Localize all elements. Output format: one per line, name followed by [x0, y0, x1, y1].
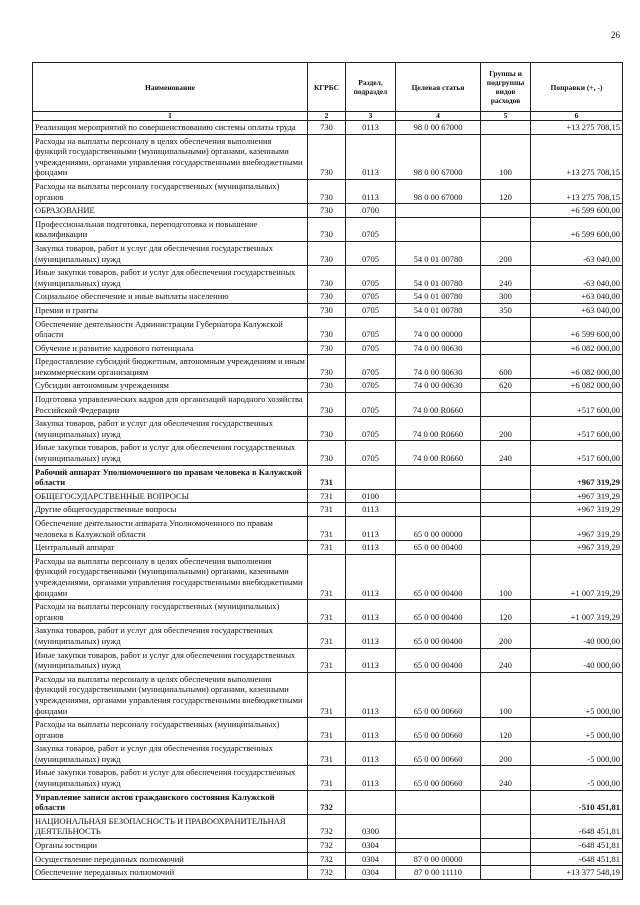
cell-group: 600 [481, 355, 531, 379]
cell-section: 0113 [346, 554, 396, 599]
cell-section: 0705 [346, 217, 396, 241]
header-group: Группы и подгруппы видов расходов [481, 63, 531, 112]
cell-target: 65 0 00 00400 [396, 624, 481, 648]
cell-section: 0113 [346, 121, 396, 135]
cell-kgrbs: 731 [308, 766, 346, 790]
cell-amount: -63 040,00 [531, 241, 623, 265]
cell-amount: +6 082 000,00 [531, 379, 623, 393]
table-row [33, 379, 623, 393]
cell-section: 0304 [346, 852, 396, 866]
cell-kgrbs: 730 [308, 441, 346, 465]
cell-group: 240 [481, 766, 531, 790]
cell-group: 240 [481, 266, 531, 290]
cell-amount: +6 082 000,00 [531, 341, 623, 355]
cell-group: 200 [481, 241, 531, 265]
table-row [33, 204, 623, 218]
cell-group [481, 517, 531, 541]
cell-group [481, 121, 531, 135]
cell-name: Социальное обеспечение и иные выплаты населению [33, 290, 308, 304]
column-number: 6 [531, 112, 623, 121]
table-row [33, 355, 623, 379]
page-number: 26 [611, 30, 620, 40]
cell-name: Подготовка управленческих кадров для организаций народного хозяйства Российской Федерации [33, 393, 308, 417]
column-number: 4 [396, 112, 481, 121]
cell-name: Закупка товаров, работ и услуг для обеспечения государственных (муниципальных) нужд [33, 417, 308, 441]
table-row [33, 393, 623, 417]
table-row [33, 303, 623, 317]
table-row [33, 600, 623, 624]
cell-target: 74 0 00 R0660 [396, 393, 481, 417]
cell-kgrbs: 730 [308, 393, 346, 417]
cell-name: Органы юстиции [33, 839, 308, 853]
table-row [33, 290, 623, 304]
column-number: 5 [481, 112, 531, 121]
cell-amount: +517 600,00 [531, 441, 623, 465]
cell-group [481, 839, 531, 853]
cell-kgrbs: 731 [308, 554, 346, 599]
cell-amount: +967 319,29 [531, 517, 623, 541]
header-target: Целевая статья [396, 63, 481, 112]
cell-amount: +1 007 319,29 [531, 600, 623, 624]
cell-kgrbs: 730 [308, 303, 346, 317]
table-body [33, 121, 623, 880]
cell-group: 120 [481, 600, 531, 624]
table-row [33, 790, 623, 814]
cell-section: 0705 [346, 355, 396, 379]
table-row [33, 417, 623, 441]
cell-target: 87 0 00 00000 [396, 852, 481, 866]
cell-group: 300 [481, 290, 531, 304]
cell-target [396, 489, 481, 503]
table-row [33, 624, 623, 648]
table-row [33, 134, 623, 179]
table-row [33, 465, 623, 489]
cell-amount: -63 040,00 [531, 266, 623, 290]
cell-group: 200 [481, 742, 531, 766]
cell-kgrbs: 731 [308, 742, 346, 766]
cell-amount: +967 319,29 [531, 489, 623, 503]
cell-kgrbs: 730 [308, 134, 346, 179]
cell-target [396, 814, 481, 838]
cell-amount: +967 319,29 [531, 541, 623, 555]
cell-group [481, 393, 531, 417]
cell-section: 0705 [346, 241, 396, 265]
cell-section: 0113 [346, 742, 396, 766]
cell-target: 54 0 01 00780 [396, 266, 481, 290]
cell-section: 0705 [346, 393, 396, 417]
cell-target [396, 839, 481, 853]
cell-kgrbs: 730 [308, 379, 346, 393]
cell-amount: -5 000,00 [531, 742, 623, 766]
cell-amount: +13 275 708,15 [531, 179, 623, 203]
cell-group [481, 541, 531, 555]
cell-section: 0100 [346, 489, 396, 503]
cell-amount: +63 040,00 [531, 290, 623, 304]
cell-section: 0705 [346, 317, 396, 341]
cell-kgrbs: 730 [308, 241, 346, 265]
cell-amount: +517 600,00 [531, 417, 623, 441]
cell-target: 98 0 00 67000 [396, 179, 481, 203]
column-number: 3 [346, 112, 396, 121]
cell-target: 74 0 00 R0660 [396, 417, 481, 441]
cell-target [396, 790, 481, 814]
cell-name: Осуществление переданных полномочий [33, 852, 308, 866]
cell-section: 0113 [346, 179, 396, 203]
cell-name: Иные закупки товаров, работ и услуг для обеспечения государственных (муниципальных) нужд [33, 266, 308, 290]
cell-name: Премии и гранты [33, 303, 308, 317]
cell-name: Иные закупки товаров, работ и услуг для обеспечения государственных (муниципальных) нужд [33, 648, 308, 672]
cell-name: Расходы на выплаты персоналу в целях обеспечения выполнения функций государственными (муниципальными) органами, казенными учреждениями, органами управления государственными внебюджетными фондами [33, 672, 308, 717]
cell-amount: +6 599 600,00 [531, 217, 623, 241]
cell-amount: +5 000,00 [531, 718, 623, 742]
table-row [33, 241, 623, 265]
cell-kgrbs: 730 [308, 217, 346, 241]
cell-section [346, 465, 396, 489]
cell-group: 100 [481, 554, 531, 599]
column-number: 2 [308, 112, 346, 121]
cell-section: 0113 [346, 718, 396, 742]
cell-name: Управление записи актов гражданского состояния Калужской области [33, 790, 308, 814]
cell-group [481, 465, 531, 489]
table-header-row [33, 63, 623, 112]
cell-name: Субсидии автономным учреждениям [33, 379, 308, 393]
cell-section: 0304 [346, 866, 396, 880]
cell-group [481, 217, 531, 241]
cell-amount: +1 007 319,29 [531, 554, 623, 599]
cell-group: 240 [481, 648, 531, 672]
cell-section: 0705 [346, 417, 396, 441]
cell-name: Предоставление субсидий бюджетным, автономным учреждениям и иным некоммерческим организациям [33, 355, 308, 379]
cell-group: 100 [481, 672, 531, 717]
cell-amount: +6 082 000,00 [531, 355, 623, 379]
cell-name: ОБЩЕГОСУДАРСТВЕННЫЕ ВОПРОСЫ [33, 489, 308, 503]
cell-kgrbs: 730 [308, 317, 346, 341]
table-row [33, 742, 623, 766]
budget-amendments-table [32, 62, 623, 880]
table-row [33, 517, 623, 541]
cell-kgrbs: 730 [308, 341, 346, 355]
cell-kgrbs: 732 [308, 814, 346, 838]
cell-section: 0705 [346, 379, 396, 393]
cell-section: 0113 [346, 503, 396, 517]
cell-amount: -40 000,00 [531, 624, 623, 648]
table-row [33, 179, 623, 203]
cell-kgrbs: 732 [308, 866, 346, 880]
cell-name: Расходы на выплаты персоналу государственных (муниципальных) органов [33, 600, 308, 624]
cell-name: Рабочий аппарат Уполномоченного по правам человека в Калужской области [33, 465, 308, 489]
cell-kgrbs: 731 [308, 541, 346, 555]
cell-group [481, 317, 531, 341]
cell-amount: +13 377 548,19 [531, 866, 623, 880]
cell-name: Иные закупки товаров, работ и услуг для обеспечения государственных (муниципальных) нужд [33, 441, 308, 465]
cell-group [481, 790, 531, 814]
cell-kgrbs: 731 [308, 465, 346, 489]
cell-target: 54 0 01 00780 [396, 290, 481, 304]
cell-kgrbs: 731 [308, 624, 346, 648]
cell-target: 87 0 00 11110 [396, 866, 481, 880]
cell-target: 74 0 00 00630 [396, 341, 481, 355]
table-row [33, 648, 623, 672]
cell-target: 65 0 00 00400 [396, 648, 481, 672]
table-row [33, 718, 623, 742]
cell-name: Расходы на выплаты персоналу государственных (муниципальных) органов [33, 179, 308, 203]
cell-amount: +967 319,29 [531, 503, 623, 517]
cell-section: 0113 [346, 672, 396, 717]
cell-name: Расходы на выплаты персоналу государственных (муниципальных) органов [33, 718, 308, 742]
cell-section: 0705 [346, 303, 396, 317]
cell-kgrbs: 730 [308, 179, 346, 203]
cell-name: Обучение и развитие кадрового потенциала [33, 341, 308, 355]
cell-kgrbs: 730 [308, 290, 346, 304]
cell-kgrbs: 731 [308, 600, 346, 624]
cell-section: 0113 [346, 766, 396, 790]
cell-target [396, 465, 481, 489]
table-row [33, 866, 623, 880]
cell-target: 65 0 00 00000 [396, 517, 481, 541]
cell-group: 200 [481, 624, 531, 648]
table-row [33, 839, 623, 853]
cell-section: 0705 [346, 266, 396, 290]
cell-target: 65 0 00 00660 [396, 766, 481, 790]
cell-kgrbs: 730 [308, 266, 346, 290]
cell-target: 54 0 01 00780 [396, 241, 481, 265]
cell-amount: -648 451,81 [531, 839, 623, 853]
column-number: 1 [33, 112, 308, 121]
cell-target: 65 0 00 00400 [396, 600, 481, 624]
cell-name: Закупка товаров, работ и услуг для обеспечения государственных (муниципальных) нужд [33, 624, 308, 648]
cell-amount: +13 275 708,15 [531, 134, 623, 179]
cell-name: Обеспечение переданных полномочий [33, 866, 308, 880]
cell-section: 0113 [346, 517, 396, 541]
table-row [33, 489, 623, 503]
cell-name: Иные закупки товаров, работ и услуг для обеспечения государственных (муниципальных) нужд [33, 766, 308, 790]
cell-group: 100 [481, 134, 531, 179]
cell-target: 74 0 00 R0660 [396, 441, 481, 465]
cell-kgrbs: 732 [308, 839, 346, 853]
cell-name: Реализация мероприятий по совершенствованию системы оплаты труда [33, 121, 308, 135]
table-row [33, 317, 623, 341]
cell-amount: +63 040,00 [531, 303, 623, 317]
cell-name: Обеспечение деятельности Администрации Губернатора Калужской области [33, 317, 308, 341]
cell-name: НАЦИОНАЛЬНАЯ БЕЗОПАСНОСТЬ И ПРАВООХРАНИТЕЛЬНАЯ ДЕЯТЕЛЬНОСТЬ [33, 814, 308, 838]
header-name: Наименование [33, 63, 308, 112]
cell-name: Расходы на выплаты персоналу в целях обеспечения выполнения функций государственными (муниципальными) органами, казенными учреждениями, органами управления государственными внебюджетными фондами [33, 134, 308, 179]
cell-kgrbs: 730 [308, 204, 346, 218]
cell-target: 65 0 00 00660 [396, 718, 481, 742]
cell-target: 54 0 01 00780 [396, 303, 481, 317]
cell-amount: -5 000,00 [531, 766, 623, 790]
cell-target: 74 0 00 00630 [396, 355, 481, 379]
cell-amount: -648 451,81 [531, 814, 623, 838]
cell-amount: +517 600,00 [531, 393, 623, 417]
cell-target: 74 0 00 00630 [396, 379, 481, 393]
header-section: Раздел, подраздел [346, 63, 396, 112]
cell-group: 200 [481, 417, 531, 441]
cell-group: 240 [481, 441, 531, 465]
cell-kgrbs: 730 [308, 121, 346, 135]
cell-section: 0300 [346, 814, 396, 838]
cell-name: Закупка товаров, работ и услуг для обеспечения государственных (муниципальных) нужд [33, 241, 308, 265]
cell-target: 65 0 00 00660 [396, 672, 481, 717]
cell-group [481, 341, 531, 355]
cell-group: 350 [481, 303, 531, 317]
cell-section: 0304 [346, 839, 396, 853]
cell-group [481, 814, 531, 838]
cell-target: 65 0 00 00660 [396, 742, 481, 766]
table-row [33, 341, 623, 355]
cell-name: Обеспечение деятельности аппарата Уполномоченного по правам человека в Калужской области [33, 517, 308, 541]
header-amend: Поправки (+, -) [531, 63, 623, 112]
cell-group: 620 [481, 379, 531, 393]
cell-target: 98 0 00 67000 [396, 121, 481, 135]
cell-kgrbs: 732 [308, 790, 346, 814]
cell-name: Профессиональная подготовка, переподготовка и повышение квалификации [33, 217, 308, 241]
table-row [33, 554, 623, 599]
table-row [33, 503, 623, 517]
cell-name: Расходы на выплаты персоналу в целях обеспечения выполнения функций государственными (муниципальными) органами, казенными учреждениями, органами управления государственными внебюджетными фондами [33, 554, 308, 599]
cell-group [481, 204, 531, 218]
cell-section: 0700 [346, 204, 396, 218]
cell-amount: -40 000,00 [531, 648, 623, 672]
cell-group [481, 503, 531, 517]
cell-section: 0705 [346, 290, 396, 304]
cell-target: 65 0 00 00400 [396, 541, 481, 555]
column-number-row [33, 112, 623, 121]
cell-target [396, 503, 481, 517]
cell-section: 0705 [346, 441, 396, 465]
cell-kgrbs: 731 [308, 517, 346, 541]
cell-group: 120 [481, 179, 531, 203]
cell-kgrbs: 731 [308, 672, 346, 717]
cell-section: 0113 [346, 541, 396, 555]
cell-group: 120 [481, 718, 531, 742]
table-row [33, 266, 623, 290]
cell-name: Другие общегосударственные вопросы [33, 503, 308, 517]
table-row [33, 121, 623, 135]
cell-section: 0113 [346, 624, 396, 648]
cell-section [346, 790, 396, 814]
cell-name: Центральный аппарат [33, 541, 308, 555]
cell-target: 65 0 00 00400 [396, 554, 481, 599]
cell-target [396, 217, 481, 241]
cell-kgrbs: 731 [308, 648, 346, 672]
cell-group [481, 852, 531, 866]
table-row [33, 541, 623, 555]
header-kgrbs: КГРБС [308, 63, 346, 112]
cell-kgrbs: 731 [308, 489, 346, 503]
cell-name: Закупка товаров, работ и услуг для обеспечения государственных (муниципальных) нужд [33, 742, 308, 766]
cell-target [396, 204, 481, 218]
cell-amount: +6 599 600,00 [531, 317, 623, 341]
cell-kgrbs: 731 [308, 718, 346, 742]
cell-target: 98 0 00 67000 [396, 134, 481, 179]
cell-section: 0705 [346, 341, 396, 355]
table-row [33, 217, 623, 241]
cell-section: 0113 [346, 600, 396, 624]
cell-kgrbs: 731 [308, 503, 346, 517]
cell-kgrbs: 730 [308, 355, 346, 379]
table-row [33, 766, 623, 790]
cell-kgrbs: 730 [308, 417, 346, 441]
table-row [33, 814, 623, 838]
cell-amount: +13 275 708,15 [531, 121, 623, 135]
cell-target: 74 0 00 00000 [396, 317, 481, 341]
cell-group [481, 489, 531, 503]
cell-group [481, 866, 531, 880]
cell-name: ОБРАЗОВАНИЕ [33, 204, 308, 218]
cell-amount: +5 000,00 [531, 672, 623, 717]
table-row [33, 672, 623, 717]
cell-amount: -648 451,81 [531, 852, 623, 866]
cell-kgrbs: 732 [308, 852, 346, 866]
cell-amount: -510 451,81 [531, 790, 623, 814]
cell-amount: +967 319,29 [531, 465, 623, 489]
cell-section: 0113 [346, 134, 396, 179]
table-row [33, 441, 623, 465]
cell-section: 0113 [346, 648, 396, 672]
cell-amount: +6 599 600,00 [531, 204, 623, 218]
table-row [33, 852, 623, 866]
